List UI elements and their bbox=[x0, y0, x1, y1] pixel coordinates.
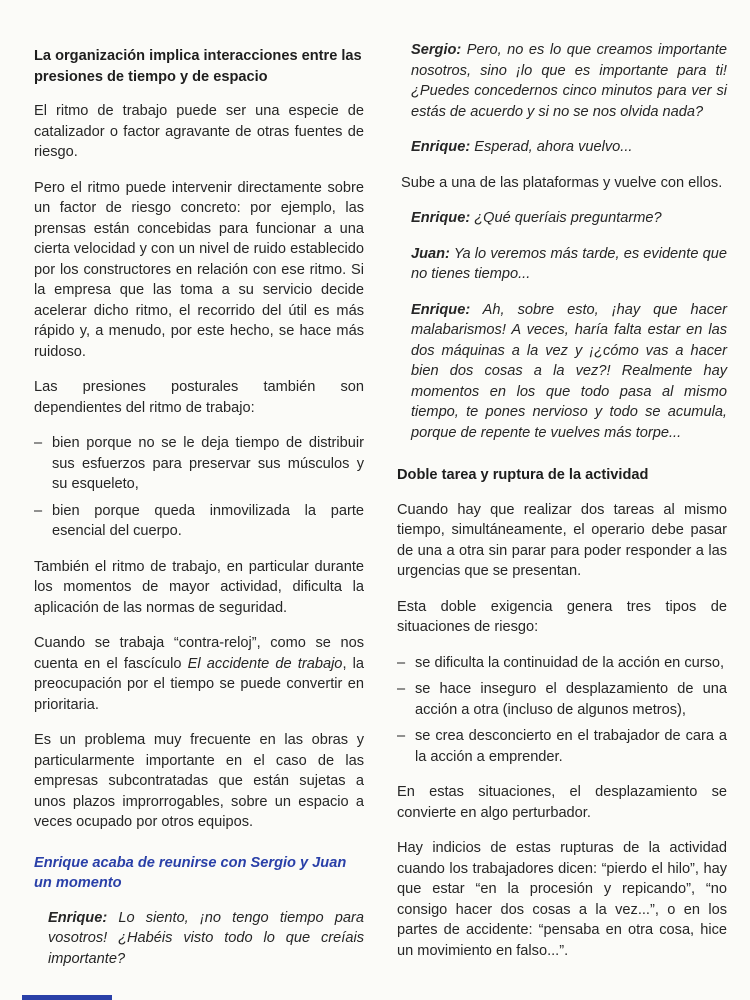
paragraph: Es un problema muy frecuente en las obras y particularmente importante en el caso de las empresas subcontratadas que están sujetas a unos plazos improrrogables, sobre un espacio a veces ocupado por otros equipos. bbox=[34, 732, 364, 830]
list-item: – bien porque queda inmovilizada la parte esencial del cuerpo. bbox=[34, 501, 364, 542]
list-item: – se hace inseguro el desplazamiento de una acción a otra (incluso de algunos metros), bbox=[397, 679, 727, 720]
dialogue-line: Juan: Ya lo veremos más tarde, es evidente que no tienes tiempo... bbox=[411, 245, 727, 282]
paragraph: Las presiones posturales también son dependientes del ritmo de trabajo: bbox=[34, 379, 364, 416]
speaker-name: Enrique: bbox=[411, 210, 471, 226]
speaker-name: Sergio: bbox=[411, 42, 462, 58]
section-heading-double-task: Doble tarea y ruptura de la actividad bbox=[397, 467, 649, 483]
speaker-name: Juan: bbox=[411, 245, 450, 262]
paragraph: Cuando se trabaja “contra-reloj”, como se nos cuenta en el fascículo El accidente de trabajo, la preocupación por el tiempo se puede convertir en prioritaria. bbox=[34, 635, 365, 713]
accent-rule bbox=[22, 995, 112, 1000]
stage-direction: Sube a una de las plataformas y vuelve con ellos. bbox=[401, 174, 723, 191]
left-column bbox=[34, 46, 364, 984]
paragraph: Esta doble exigencia genera tres tipos de situaciones de riesgo: bbox=[397, 598, 727, 635]
list-item: – se crea desconcierto en el trabajador de cara a la acción a emprender. bbox=[397, 726, 727, 767]
paragraph: Hay indicios de estas rupturas de la actividad cuando los trabajadores dicen: “pierdo el hilo”, hay que estar “en la procesión y repicando”, “no consigo hacer dos cosas a la vez...”, o en los partes de accidente: “pensaba en otra cosa, hice un movimiento en falso...”. bbox=[397, 840, 727, 959]
speaker-name: Enrique: bbox=[48, 909, 108, 926]
dialogue-line: Enrique: Lo siento, ¡no tengo tiempo para vosotros! ¿Habéis visto todo lo que creíais importante? bbox=[48, 909, 364, 967]
paragraph: Cuando hay que realizar dos tareas al mismo tiempo, simultáneamente, el operario debe pasar de una a otra sin parar para poder responder a las urgencias que se presentan. bbox=[397, 501, 727, 579]
list-item: – bien porque no se le deja tiempo de distribuir sus esfuerzos para preservar sus músculos y su esqueleto, bbox=[34, 433, 364, 495]
section-heading-time-space: La organización implica interacciones entre las presiones de tiempo y de espacio bbox=[34, 48, 362, 85]
booklet-title: El accidente de trabajo bbox=[187, 655, 343, 672]
right-column bbox=[397, 40, 727, 976]
paragraph: También el ritmo de trabajo, en particular durante los momentos de mayor actividad, dificulta la aplicación de las normas de seguridad. bbox=[34, 558, 364, 616]
dialogue-line: Sergio: Pero, no es lo que creamos importante nosotros, sino ¡lo que es importante para ti! ¿Puedes concedernos cinco minutos para ver si estás de acuerdo y si no se nos olvida nada? bbox=[411, 42, 727, 120]
paragraph: El ritmo de trabajo puede ser una especie de catalizador o factor agravante de otras fuentes de riesgo. bbox=[34, 103, 364, 160]
list-item: – se dificulta la continuidad de la acción en curso, bbox=[397, 653, 727, 674]
speaker-name: Enrique: bbox=[411, 139, 471, 155]
bullet-list bbox=[34, 433, 364, 542]
bullet-list bbox=[397, 653, 727, 768]
dialogue-line: Enrique: Esperad, ahora vuelvo... bbox=[411, 139, 633, 155]
paragraph: Pero el ritmo puede intervenir directamente sobre un factor de riesgo concreto: por ejemplo, las prensas están concebidas para funcionar a una cierta velocidad y con un nivel de ruido establecido por los constructores en relación con ese ritmo. Si la empresa que las toma a su servicio decide acelerar dicho ritmo, el recorrido del útil es más rápido y, a menudo, por este hecho, se hace más ruidoso. bbox=[34, 179, 364, 360]
dialogue-heading: Enrique acaba de reunirse con Sergio y Juan un momento bbox=[34, 854, 347, 891]
dialogue-line: Enrique: ¿Qué queríais preguntarme? bbox=[411, 210, 662, 226]
dialogue-line: Enrique: Ah, sobre esto, ¡hay que hacer malabarismos! A veces, haría falta estar en las dos máquinas a la vez y ¡¿cómo vas a hacer bien dos cosas a la vez?! Realmente hay momentos en los que todo pasa al mismo tiempo, te pones nervioso y todo se acumula, porque de repente te vuelves más torpe... bbox=[411, 301, 727, 441]
speaker-name: Enrique: bbox=[411, 301, 471, 318]
paragraph: En estas situaciones, el desplazamiento se convierte en algo perturbador. bbox=[397, 784, 727, 821]
